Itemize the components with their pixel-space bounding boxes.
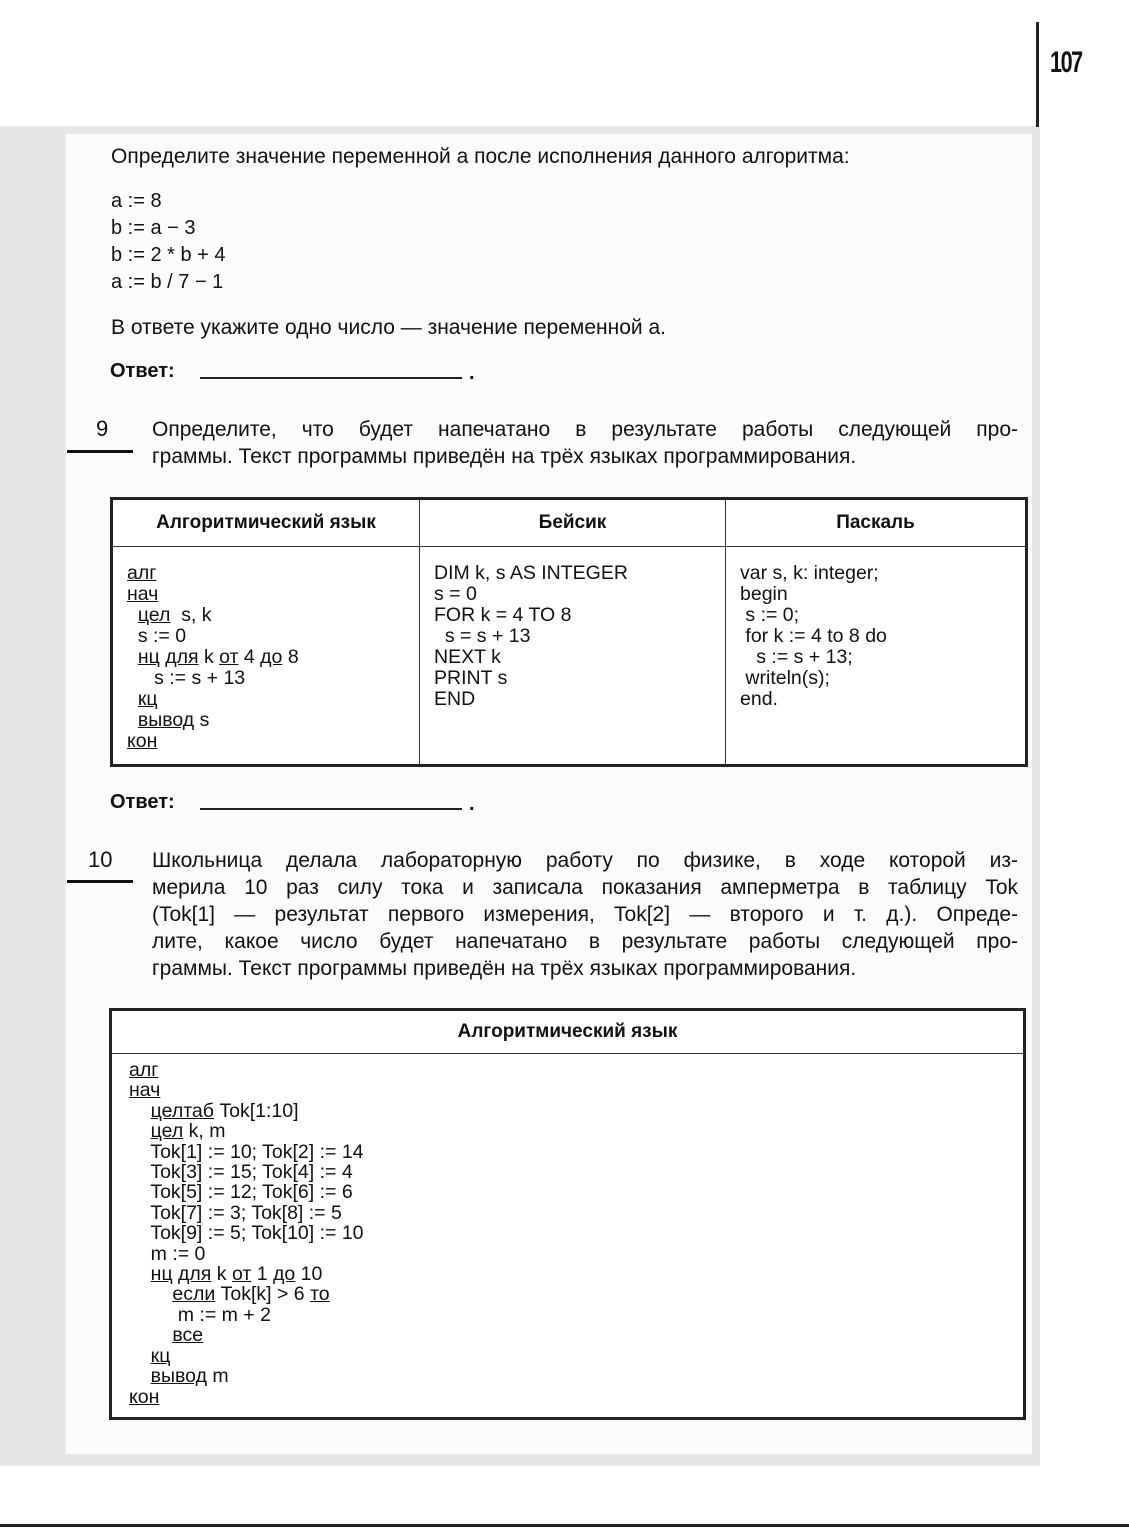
- task10-number-bar: [67, 880, 133, 883]
- basic-code-line: NEXT k: [434, 646, 501, 668]
- task9-number: 9: [96, 416, 109, 441]
- col-header-basic: Бейсик: [420, 499, 726, 547]
- pascal-code-line: s := 0;: [740, 604, 800, 626]
- keyword: для: [165, 646, 199, 668]
- algorithmic-code-cell: [112, 547, 420, 766]
- code-text: s: [194, 709, 210, 731]
- task10-text-line: Школьница делала лабораторную работу по физике, в ходе которой из-: [152, 849, 1018, 872]
- code-text: k: [211, 1263, 232, 1286]
- keyword: алг: [129, 1059, 159, 1081]
- algorithmic-code-line: [129, 1142, 1023, 1162]
- page-number: 107: [1050, 46, 1082, 79]
- algorithmic-code-line: [127, 668, 405, 689]
- task8-code-line: b := 2 * b + 4: [111, 244, 226, 266]
- algorithmic-code-line: [129, 1162, 1023, 1182]
- task8-instruction: В ответе укажите одно число — значение переменной а.: [111, 316, 666, 339]
- code-text: m := 0: [150, 1242, 206, 1265]
- code-text: s := 0: [137, 625, 187, 647]
- pascal-code-line: for k := 4 to 8 do: [740, 625, 887, 647]
- task10-text-line: мерила 10 раз силу тока и записала показания амперметра в таблицу Tok: [152, 876, 1018, 899]
- keyword: для: [178, 1263, 212, 1286]
- task8-code-line: a := 8: [111, 190, 162, 212]
- code-text: Tok[1:10]: [213, 1099, 299, 1122]
- pascal-code-cell: [726, 547, 1027, 766]
- keyword: кон: [127, 730, 158, 752]
- basic-code-line: FOR k = 4 TO 8: [434, 604, 572, 626]
- algorithmic-code-line: [129, 1264, 1023, 1284]
- code-text: 10: [295, 1263, 323, 1286]
- task10-text: [152, 847, 1018, 982]
- task10-text-line: лите, какое число будет напечатано в результате работы следующей про-: [152, 930, 1018, 953]
- keyword: нач: [127, 583, 159, 605]
- basic-code-line: s = s + 13: [434, 625, 531, 647]
- algorithmic-code-line: [127, 626, 405, 647]
- algorithmic-code-line: [127, 584, 405, 605]
- algorithmic-code-line: [129, 1325, 1023, 1345]
- code-text: m: [206, 1365, 229, 1388]
- algorithmic-code-line: [129, 1182, 1023, 1202]
- keyword: вывод: [137, 709, 195, 731]
- task9-text: [152, 416, 1018, 470]
- keyword: цел: [150, 1120, 184, 1143]
- page-number-rule: [1036, 22, 1039, 127]
- task9-number-bar: [67, 450, 133, 453]
- algorithmic-code-line: [127, 731, 405, 752]
- code-text: Tok[1] := 10; Tok[2] := 14: [150, 1140, 364, 1163]
- keyword: алг: [127, 562, 157, 584]
- keyword: то: [310, 1283, 330, 1306]
- task10-number: 10: [88, 847, 113, 872]
- code-text: Tok[3] := 15; Tok[4] := 4: [150, 1161, 353, 1184]
- keyword: целтаб: [150, 1099, 214, 1122]
- algorithmic-code-line: [127, 563, 405, 584]
- task8-intro: Определите значение переменной а после исполнения данного алгоритма:: [111, 145, 850, 168]
- algorithmic-code-line: [129, 1101, 1023, 1121]
- algorithmic-code-line: [129, 1284, 1023, 1304]
- algorithmic-code-line: [129, 1223, 1023, 1243]
- keyword: нач: [129, 1079, 161, 1102]
- keyword: кц: [150, 1344, 171, 1367]
- task9-text-line: Определите, что будет напечатано в результате работы следующей про-: [152, 418, 1018, 441]
- code-text: 1: [251, 1263, 273, 1286]
- code-text: s, k: [170, 604, 212, 626]
- keyword: нц: [150, 1263, 173, 1286]
- task9-text-line: граммы. Текст программы приведён на трёх языках программирования.: [152, 445, 857, 468]
- code-text: Tok[9] := 5; Tok[10] := 10: [150, 1222, 364, 1245]
- keyword: вывод: [150, 1365, 207, 1388]
- keyword: до: [273, 1263, 296, 1286]
- algorithmic-code-line: [127, 689, 405, 710]
- algorithmic-code-line: [127, 710, 405, 731]
- algorithmic-code-line: [127, 647, 405, 668]
- task9-answer-field[interactable]: [200, 808, 462, 810]
- algorithmic-code-line: [129, 1203, 1023, 1223]
- task10-text-line: граммы. Текст программы приведён на трёх языках программирования.: [152, 957, 857, 980]
- task8-code-line: a := b / 7 − 1: [111, 271, 224, 293]
- bottom-rule: [0, 1524, 1129, 1527]
- code-text: s := s + 13: [154, 667, 246, 689]
- algorithmic-code-cell: [112, 1054, 1023, 1407]
- algorithmic-code-line: [129, 1080, 1023, 1100]
- algorithmic-code-line: [129, 1305, 1023, 1325]
- algorithmic-code-line: [129, 1121, 1023, 1141]
- pascal-code-line: var s, k: integer;: [740, 562, 879, 584]
- task10-program-table: [109, 1008, 1026, 1420]
- task9-answer-dot: .: [469, 793, 475, 815]
- pascal-code-line: s := s + 13;: [740, 646, 853, 668]
- task8-answer-dot: .: [469, 362, 475, 384]
- keyword: кон: [129, 1385, 160, 1408]
- keyword: кц: [137, 688, 158, 710]
- algorithmic-code-line: [129, 1346, 1023, 1366]
- code-text: 8: [282, 646, 299, 668]
- task8-answer-field[interactable]: [200, 377, 462, 379]
- keyword: от: [219, 646, 239, 668]
- task9-program-table: [110, 497, 1028, 767]
- code-text: m := m + 2: [177, 1303, 271, 1326]
- task8-code-line: b := a − 3: [111, 217, 196, 239]
- algorithmic-code-line: [129, 1060, 1023, 1080]
- basic-code-line: END: [434, 688, 476, 710]
- code-text: k: [198, 646, 220, 668]
- code-text: Tok[7] := 3; Tok[8] := 5: [150, 1201, 342, 1224]
- algorithmic-code-line: [129, 1244, 1023, 1264]
- col-header-algorithmic: Алгоритмический язык: [112, 499, 420, 547]
- pascal-code-line: end.: [740, 688, 778, 710]
- keyword: до: [260, 646, 283, 668]
- pascal-code-line: writeln(s);: [740, 667, 830, 689]
- col-header-pascal: Паскаль: [726, 499, 1027, 547]
- code-text: k, m: [183, 1120, 226, 1143]
- keyword: если: [172, 1283, 216, 1306]
- algorithmic-code-line: [129, 1366, 1023, 1386]
- keyword: нц: [137, 646, 160, 668]
- keyword: цел: [137, 604, 171, 626]
- task8-answer-label: Ответ:: [110, 360, 175, 382]
- code-text: Tok[k] > 6: [215, 1283, 311, 1306]
- algorithmic-code-line: [127, 605, 405, 626]
- code-text: 4: [238, 646, 261, 668]
- code-text: Tok[5] := 12; Tok[6] := 6: [150, 1181, 353, 1204]
- keyword: все: [172, 1324, 204, 1347]
- basic-code-line: DIM k, s AS INTEGER: [434, 562, 628, 584]
- algorithmic-code-line: [129, 1387, 1023, 1407]
- keyword: от: [231, 1263, 252, 1286]
- col-header-algorithmic: Алгоритмический язык: [112, 1011, 1023, 1054]
- basic-code-line: s = 0: [434, 583, 477, 605]
- task10-text-line: (Tok[1] — результат первого измерения, Tok[2] — второго и т. д.). Опреде-: [152, 903, 1018, 926]
- pascal-code-line: begin: [740, 583, 788, 605]
- task9-answer-label: Ответ:: [110, 791, 175, 813]
- basic-code-line: PRINT s: [434, 667, 508, 689]
- basic-code-cell: [420, 547, 726, 766]
